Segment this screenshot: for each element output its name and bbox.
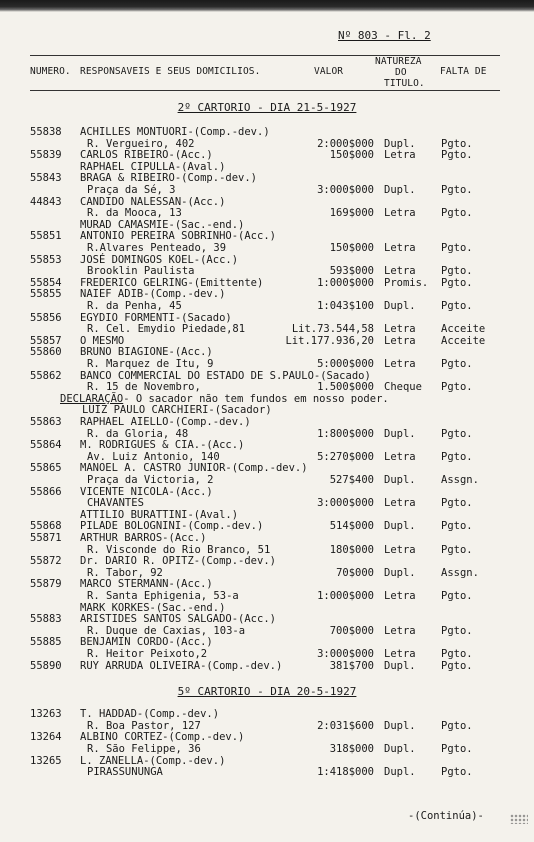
entry-title-type: Dupl. bbox=[384, 184, 416, 196]
entry-value: 5:000$000 bbox=[317, 358, 374, 370]
table-row bbox=[0, 196, 534, 208]
entry-description: Praça da Victoria, 2 bbox=[87, 474, 214, 486]
entry-number: 55856 bbox=[30, 311, 62, 324]
table-row bbox=[0, 625, 534, 637]
entry-description: RAPHAEL CIPULLA-(Aval.) bbox=[80, 160, 226, 173]
table-row bbox=[0, 230, 534, 242]
col-responsaveis: RESPONSAVEIS E SEUS DOMICILIOS. bbox=[80, 66, 261, 77]
entry-value: 2:031$600 bbox=[317, 719, 374, 732]
entry-value: 1.500$000 bbox=[317, 381, 374, 394]
entry-description: CHAVANTES bbox=[87, 497, 144, 510]
entry-description: R. da Mooca, 13 bbox=[87, 207, 182, 220]
table-row bbox=[0, 474, 534, 486]
entry-title-type: Letra bbox=[384, 265, 416, 278]
table-row bbox=[0, 509, 534, 521]
entry-value: 180$000 bbox=[329, 543, 374, 556]
table-row bbox=[0, 149, 534, 161]
table-row bbox=[0, 428, 534, 440]
table-row bbox=[0, 660, 534, 672]
entry-title-type: Dupl. bbox=[384, 137, 416, 150]
entry-value: 3:000$000 bbox=[317, 184, 374, 196]
entry-title-type: Letra bbox=[384, 450, 416, 463]
entry-number: 44843 bbox=[30, 195, 62, 208]
entry-title-type: Letra bbox=[384, 624, 416, 637]
entry-description: L. ZANELLA-(Comp.-dev.) bbox=[80, 754, 226, 767]
entry-description: RUY ARRUDA OLIVEIRA-(Comp.-dev.) bbox=[80, 659, 283, 672]
entry-title-type: Letra bbox=[384, 648, 416, 660]
table-row bbox=[0, 242, 534, 254]
col-natureza-line2: DO bbox=[395, 67, 407, 78]
entry-description: CANDIDO NALESSAN-(Acc.) bbox=[80, 195, 226, 208]
entry-description: R. 15 de Novembro, bbox=[87, 381, 201, 394]
table-row bbox=[0, 544, 534, 556]
entry-value: 381$700 bbox=[329, 659, 374, 672]
entry-number: 55863 bbox=[30, 416, 62, 428]
entry-description: R. da Gloria, 48 bbox=[87, 427, 189, 440]
entry-description: R. Duque de Caxias, 103-a bbox=[87, 624, 246, 637]
entry-title-type: Letra bbox=[384, 323, 416, 336]
entry-description: R. Boa Pastor, 127 bbox=[87, 719, 201, 732]
entry-title-type: Dupl. bbox=[384, 719, 416, 732]
entry-description: MANOEL A. CASTRO JUNIOR-(Comp.-dev.) bbox=[80, 462, 308, 475]
entry-number: 55843 bbox=[30, 172, 62, 185]
entry-value: 169$000 bbox=[329, 207, 374, 220]
page-reference-text: Nº 803 - Fl. 2 bbox=[338, 29, 431, 42]
entry-number: 55855 bbox=[30, 288, 62, 301]
entry-description: RAPHAEL AIELLO-(Comp.-dev.) bbox=[80, 416, 251, 428]
entry-falta: Pgto. bbox=[441, 242, 473, 254]
header-rule-top bbox=[30, 55, 500, 56]
entry-title-type: Promis. bbox=[384, 276, 429, 289]
table-row bbox=[0, 381, 534, 393]
declaration-label: DECLARAÇÃO bbox=[60, 392, 124, 405]
table-row bbox=[0, 358, 534, 370]
entry-falta: Pgto. bbox=[441, 659, 473, 672]
entry-value: 1:000$000 bbox=[317, 276, 374, 289]
entry-falta: Pgto. bbox=[441, 300, 473, 312]
entry-description: R. Vergueiro, 402 bbox=[87, 137, 195, 150]
entry-title-type: Dupl. bbox=[384, 427, 416, 440]
entry-number: 55885 bbox=[30, 636, 62, 649]
entry-value: 5:270$000 bbox=[317, 450, 374, 463]
table-row bbox=[0, 613, 534, 625]
entry-description: BANCO COMMERCIAL DO ESTADO DE S.PAULO-(Sacado) bbox=[80, 369, 371, 382]
table-row bbox=[0, 300, 534, 312]
entry-title-type: Letra bbox=[384, 242, 416, 254]
entry-description: O MESMO bbox=[80, 334, 125, 347]
table-row bbox=[0, 462, 534, 474]
entry-number: 55890 bbox=[30, 659, 62, 672]
table-row bbox=[0, 486, 534, 498]
entry-value: 150$000 bbox=[329, 149, 374, 162]
entry-number: 13263 bbox=[30, 708, 62, 721]
table-row bbox=[0, 254, 534, 266]
col-valor: VALOR bbox=[314, 66, 344, 77]
entry-falta: Pgto. bbox=[441, 358, 473, 370]
entry-number: 55883 bbox=[30, 613, 62, 626]
entry-number: 55851 bbox=[30, 230, 62, 243]
entry-title-type: Dupl. bbox=[384, 300, 416, 312]
entry-description: PILADE BOLOGNINI-(Comp.-dev.) bbox=[80, 520, 264, 533]
entry-title-type: Dupl. bbox=[384, 766, 416, 779]
entry-falta: Pgto. bbox=[441, 543, 473, 556]
entry-falta: Pgto. bbox=[441, 497, 473, 510]
entry-description: R. Marquez de Itu, 9 bbox=[87, 358, 214, 370]
table-row bbox=[0, 288, 534, 300]
entry-description: VICENTE NICOLA-(Acc.) bbox=[80, 485, 213, 498]
table-row bbox=[0, 207, 534, 219]
entry-value: 150$000 bbox=[329, 242, 374, 254]
entry-description: R. Heitor Peixoto,2 bbox=[87, 648, 208, 660]
entry-title-type: Letra bbox=[384, 149, 416, 162]
entry-description: ARTHUR BARROS-(Acc.) bbox=[80, 532, 207, 544]
table-row bbox=[0, 590, 534, 602]
table-row bbox=[0, 451, 534, 463]
entry-title-type: Dupl. bbox=[384, 743, 416, 755]
entry-falta: Acceite bbox=[441, 323, 486, 336]
entry-description: NAIEF ADIB-(Comp.-dev.) bbox=[80, 288, 226, 301]
entry-description: R. São Felippe, 36 bbox=[87, 743, 201, 755]
entry-description: R. Cel. Emydio Piedade,81 bbox=[87, 323, 246, 336]
entry-description: ALBINO CORTEZ-(Comp.-dev.) bbox=[80, 731, 245, 744]
entry-description: BRAGA & RIBEIRO-(Comp.-dev.) bbox=[80, 172, 258, 185]
table-row bbox=[0, 184, 534, 196]
entry-falta: Pgto. bbox=[441, 719, 473, 732]
entry-title-type: Dupl. bbox=[384, 474, 416, 486]
entry-value: 514$000 bbox=[329, 520, 374, 533]
entry-description: EGYDIO FORMENTI-(Sacado) bbox=[80, 311, 232, 324]
entry-description: BRUNO BIAGIONE-(Acc.) bbox=[80, 346, 213, 359]
entry-value: 318$000 bbox=[329, 743, 374, 755]
table-row bbox=[0, 755, 534, 767]
entry-falta: Pgto. bbox=[441, 590, 473, 602]
entry-number: 55871 bbox=[30, 532, 62, 544]
entry-number: 55865 bbox=[30, 462, 62, 475]
entry-falta: Pgto. bbox=[441, 450, 473, 463]
entry-value: 70$000 bbox=[336, 566, 374, 579]
table-row bbox=[0, 370, 534, 382]
entry-title-type: Letra bbox=[384, 590, 416, 602]
table-row bbox=[0, 126, 534, 138]
table-row bbox=[0, 265, 534, 277]
declaration-sacador: LUIZ PAULO CARCHIERI-(Sacador) bbox=[82, 404, 272, 417]
entry-value: Lit.177.936,20 bbox=[285, 334, 374, 347]
section-title: 5º CARTORIO - DIA 20-5-1927 bbox=[177, 685, 357, 699]
table-row bbox=[0, 323, 534, 335]
entry-title-type: Dupl. bbox=[384, 520, 416, 533]
entry-description: Av. Luiz Antonio, 140 bbox=[87, 450, 220, 463]
entry-description: MARCO STERMANN-(Acc.) bbox=[80, 578, 213, 591]
table-row bbox=[0, 161, 534, 173]
entry-value: 3:000$000 bbox=[317, 648, 374, 660]
entry-title-type: Letra bbox=[384, 358, 416, 370]
entry-value: 1:000$000 bbox=[317, 590, 374, 602]
entry-falta: Assgn. bbox=[441, 566, 479, 579]
entry-description: R. Tabor, 92 bbox=[87, 566, 163, 579]
header-rule-bottom bbox=[30, 90, 500, 91]
entry-description: ARISTIDES SANTOS SALGADO-(Acc.) bbox=[80, 613, 276, 626]
entry-falta: Pgto. bbox=[441, 207, 473, 220]
table-row bbox=[0, 636, 534, 648]
table-row bbox=[0, 416, 534, 428]
entry-title-type: Dupl. bbox=[384, 566, 416, 579]
table-row bbox=[0, 567, 534, 579]
table-row bbox=[0, 602, 534, 614]
entry-value: 700$000 bbox=[329, 624, 374, 637]
entry-description: PIRASSUNUNGA bbox=[87, 766, 163, 779]
entry-value: 1:800$000 bbox=[317, 427, 374, 440]
entry-number: 55879 bbox=[30, 578, 62, 591]
table-row bbox=[0, 277, 534, 289]
col-numero: NUMERO. bbox=[30, 66, 71, 77]
entry-title-type: Dupl. bbox=[384, 659, 416, 672]
entry-description: Dr. DARIO R. OPITZ-(Comp.-dev.) bbox=[80, 555, 276, 568]
entry-description: Brooklin Paulista bbox=[87, 265, 195, 278]
entry-number: 55872 bbox=[30, 555, 62, 568]
entry-description: R. da Penha, 45 bbox=[87, 300, 182, 312]
table-row bbox=[0, 766, 534, 778]
entry-value: Lit.73.544,58 bbox=[291, 323, 374, 336]
entry-number: 55860 bbox=[30, 346, 62, 359]
entry-value: 3:000$000 bbox=[317, 497, 374, 510]
entry-description: ATTILIO BURATTINI-(Aval.) bbox=[80, 508, 239, 521]
entry-description: R. Visconde do Rio Branco, 51 bbox=[87, 543, 271, 556]
entry-falta: Pgto. bbox=[441, 184, 473, 196]
entry-falta: Pgto. bbox=[441, 427, 473, 440]
entry-falta: Pgto. bbox=[441, 265, 473, 278]
entry-value: 2:000$000 bbox=[317, 137, 374, 150]
table-row bbox=[0, 708, 534, 720]
entry-falta: Pgto. bbox=[441, 149, 473, 162]
entry-description: Praça da Sé, 3 bbox=[87, 184, 176, 196]
table-row bbox=[0, 138, 534, 150]
table-row bbox=[0, 335, 534, 347]
declaration-line bbox=[60, 393, 389, 405]
entry-value: 1:418$000 bbox=[317, 766, 374, 779]
entry-description: MURAD CAMASMIE-(Sac.-end.) bbox=[80, 218, 245, 231]
entry-falta: Pgto. bbox=[441, 624, 473, 637]
entry-title-type: Letra bbox=[384, 334, 416, 347]
table-row bbox=[0, 555, 534, 567]
section-title: 2º CARTORIO - DIA 21-5-1927 bbox=[177, 101, 357, 114]
entry-title-type: Letra bbox=[384, 543, 416, 556]
col-natureza-line1: NATUREZA bbox=[375, 56, 422, 67]
entry-description: R.Alvares Penteado, 39 bbox=[87, 242, 227, 254]
entry-number: 55857 bbox=[30, 334, 62, 347]
scan-top-edge bbox=[0, 0, 534, 12]
table-row bbox=[0, 312, 534, 324]
col-falta: FALTA DE bbox=[440, 66, 487, 77]
entry-title-type: Letra bbox=[384, 497, 416, 510]
entry-falta: Pgto. bbox=[441, 137, 473, 150]
entry-falta: Pgto. bbox=[441, 766, 473, 779]
entry-falta: Pgto. bbox=[441, 743, 473, 755]
entry-number: 55864 bbox=[30, 439, 62, 452]
entry-title-type: Letra bbox=[384, 207, 416, 220]
entry-number: 55862 bbox=[30, 369, 62, 382]
table-row bbox=[0, 439, 534, 451]
table-row bbox=[0, 720, 534, 732]
table-row bbox=[0, 743, 534, 755]
entry-falta: Acceite bbox=[441, 334, 486, 347]
continua-note: -(Continúa)- bbox=[408, 810, 484, 822]
table-row bbox=[0, 497, 534, 509]
entry-description: T. HADDAD-(Comp.-dev.) bbox=[80, 708, 220, 721]
entry-number: 13264 bbox=[30, 731, 62, 744]
entry-falta: Pgto. bbox=[441, 276, 473, 289]
entry-number: 55866 bbox=[30, 485, 62, 498]
entry-description: JOSÉ DOMINGOS KOEL-(Acc.) bbox=[80, 253, 239, 266]
entry-description: R. Santa Ephigenia, 53-a bbox=[87, 590, 239, 602]
page-reference bbox=[338, 29, 431, 42]
entry-number: 13265 bbox=[30, 754, 62, 767]
entry-number: 55854 bbox=[30, 276, 62, 289]
table-row bbox=[0, 219, 534, 231]
entry-description: BENJAMIN CORDO-(Acc.) bbox=[80, 636, 213, 649]
entry-value: 527$400 bbox=[329, 474, 374, 486]
entry-description: M. RODRIGUES & CIA.-(Acc.) bbox=[80, 439, 245, 452]
entry-value: 1:043$100 bbox=[317, 300, 374, 312]
entry-value: 593$000 bbox=[329, 265, 374, 278]
table-row bbox=[0, 532, 534, 544]
scan-speckle bbox=[510, 814, 528, 824]
table-row bbox=[0, 731, 534, 743]
entry-number: 55838 bbox=[30, 126, 62, 138]
entry-number: 55853 bbox=[30, 253, 62, 266]
declaration-text: - O sacador não tem fundos em nosso poder. bbox=[123, 392, 389, 405]
entry-description: MARK KORKES-(Sac.-end.) bbox=[80, 601, 226, 614]
table-row bbox=[0, 346, 534, 358]
entry-description: ACHILLES MONTUORI-(Comp.-dev.) bbox=[80, 126, 270, 138]
entry-number: 55868 bbox=[30, 520, 62, 533]
entry-falta: Assgn. bbox=[441, 474, 479, 486]
table-row bbox=[0, 172, 534, 184]
entry-falta: Pgto. bbox=[441, 381, 473, 394]
entry-number: 55839 bbox=[30, 149, 62, 162]
table-row bbox=[0, 648, 534, 660]
entry-falta: Pgto. bbox=[441, 648, 473, 660]
entry-falta: Pgto. bbox=[441, 520, 473, 533]
entry-title-type: Cheque bbox=[384, 381, 422, 394]
table-row bbox=[0, 520, 534, 532]
entry-description: CARLOS RIBEIRO-(Acc.) bbox=[80, 149, 213, 162]
entry-description: FREDERICO GELRING-(Emittente) bbox=[80, 276, 264, 289]
col-natureza-line3: TITULO. bbox=[384, 78, 425, 89]
table-row bbox=[0, 578, 534, 590]
entry-description: ANTONIO PEREIRA SOBRINHO-(Acc.) bbox=[80, 230, 276, 243]
